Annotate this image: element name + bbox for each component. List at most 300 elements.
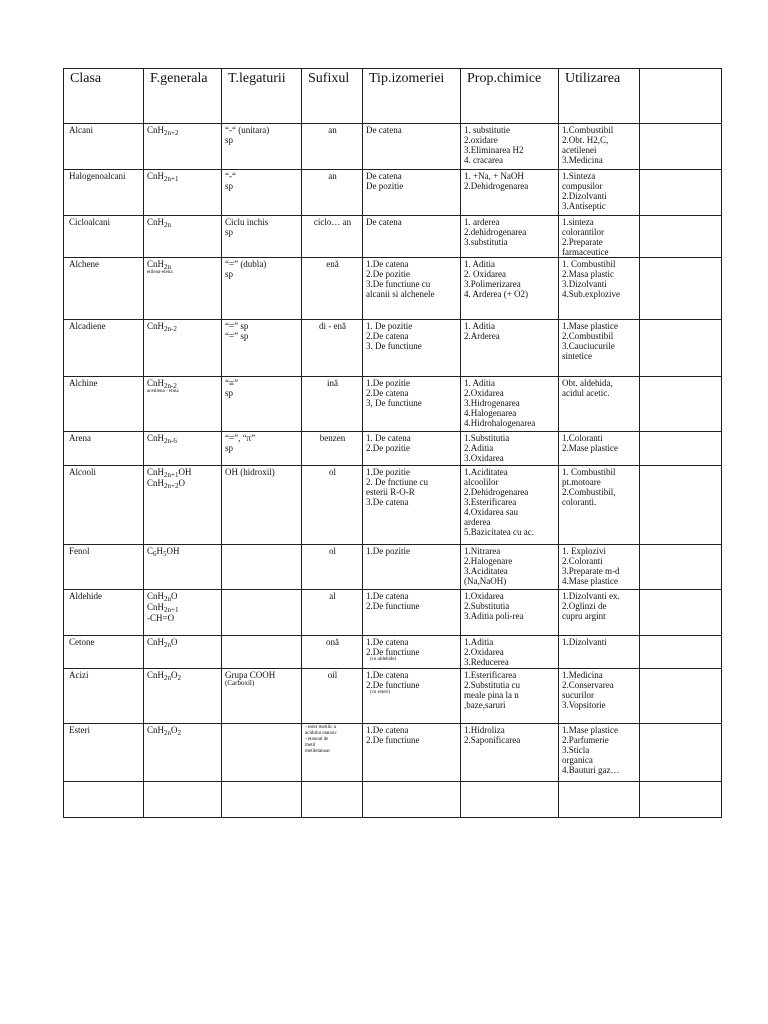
util-line: 1. Combustibil xyxy=(562,259,616,269)
cell-sufix xyxy=(302,636,363,669)
prop-line: 4.Halogenarea xyxy=(464,408,517,418)
izomerie-line: 1.De catena xyxy=(366,637,409,647)
cell-clasa: Alchine xyxy=(64,377,144,432)
cell-legatura xyxy=(222,545,302,590)
izomerie-line: 2. De fnctiune cu xyxy=(366,477,428,487)
cell-prop xyxy=(461,724,559,782)
legatura-line: “-“ (unitara) xyxy=(225,125,270,135)
cell-formula xyxy=(144,590,222,636)
cell-util xyxy=(559,545,640,590)
cell-empty xyxy=(640,669,722,724)
cell-empty xyxy=(559,782,640,818)
cell-formula xyxy=(144,466,222,545)
util-line: 4.Mase plastice xyxy=(562,576,618,586)
util-line: 1.Dizolvanti xyxy=(562,637,607,647)
sufix-text: ol xyxy=(328,546,336,556)
legatura-line: Grupa COOH xyxy=(225,670,276,680)
prop-line: 2.Halogenare xyxy=(464,556,513,566)
sufix-text: oil xyxy=(327,670,338,680)
izomerie-line: 1.De pozitie xyxy=(366,546,410,556)
izomerie-line: alcanii si alchenele xyxy=(366,289,435,299)
cell-prop xyxy=(461,320,559,377)
cell-legatura xyxy=(222,320,302,377)
cell-empty xyxy=(640,216,722,258)
util-line: farmaceutice xyxy=(562,247,609,257)
prop-line: 4. Arderea (+ O2) xyxy=(464,289,529,299)
cell-formula xyxy=(144,124,222,170)
izomerie-line: De catena xyxy=(366,217,402,227)
prop-line: 2.oxidare xyxy=(464,135,498,145)
table-row xyxy=(64,669,722,724)
util-line: 1.Mase plastice xyxy=(562,321,618,331)
cell-sufix xyxy=(302,669,363,724)
legatura-line: sp xyxy=(225,269,234,279)
cell-empty xyxy=(640,124,722,170)
cell-izomerie xyxy=(363,320,461,377)
cell-legatura xyxy=(222,170,302,216)
cell-empty xyxy=(640,432,722,466)
izomerie-line: 3. De functiune xyxy=(366,341,422,351)
izomerie-line: 3.De functiune cu xyxy=(366,279,431,289)
chemistry-classes-table xyxy=(63,68,722,818)
sufix-note-line: - etanoat de xyxy=(305,737,329,742)
prop-line: 1. arderea xyxy=(464,217,500,227)
sufix-text: enă xyxy=(326,259,339,269)
cell-legatura xyxy=(222,124,302,170)
cell-util xyxy=(559,724,640,782)
util-line: 1.sinteza xyxy=(562,217,594,227)
util-line: 2.Conservarea xyxy=(562,680,614,690)
prop-line: 2.Oxidarea xyxy=(464,647,504,657)
util-line: 2.Obt. H2,C, xyxy=(562,135,609,145)
izomerie-line: esterii R-O-R xyxy=(366,487,415,497)
table-body xyxy=(64,124,722,818)
prop-line: 3.Polimerizarea xyxy=(464,279,521,289)
sufix-note-line: acidului etanoic xyxy=(305,731,337,736)
prop-line: 3.Esterificarea xyxy=(464,497,517,507)
cell-clasa: Alcani xyxy=(64,124,144,170)
sufix-note-line: - ester metilic a xyxy=(305,725,336,730)
cell-empty xyxy=(640,258,722,320)
izomerie-line: 2.De pozitie xyxy=(366,269,410,279)
util-line: colorantilor xyxy=(562,227,604,237)
cell-sufix xyxy=(302,124,363,170)
util-line: 2.Mase plastice xyxy=(562,443,618,453)
prop-line: 3.Oxidarea xyxy=(464,453,504,463)
cell-empty xyxy=(363,782,461,818)
prop-line: arderea xyxy=(464,517,491,527)
cell-util xyxy=(559,636,640,669)
formula-text: CnH$_{2n+1}$OH xyxy=(147,467,192,479)
izomerie-line: 1. De catena xyxy=(366,433,411,443)
cell-clasa: Aldehide xyxy=(64,590,144,636)
util-line: 3.Cauciucurile xyxy=(562,341,615,351)
izomerie-line: 2.De pozitie xyxy=(366,443,410,453)
cell-formula xyxy=(144,216,222,258)
sufix-note-line: metiletanoat xyxy=(305,749,330,754)
formula-text: CnH$_{2n}$O xyxy=(147,637,178,649)
cell-prop xyxy=(461,170,559,216)
cell-izomerie xyxy=(363,590,461,636)
izomerie-line: 1.De pozitie xyxy=(366,467,410,477)
prop-line: 3.Eliminarea H2 xyxy=(464,145,524,155)
util-line: 1.Dizolvanti ex. xyxy=(562,591,620,601)
cell-izomerie xyxy=(363,258,461,320)
izomerie-line: 2.De functiune xyxy=(366,601,420,611)
sufix-text: al xyxy=(329,591,336,601)
header-formula: F.generala xyxy=(144,69,222,124)
header-row xyxy=(64,69,722,124)
cell-util xyxy=(559,669,640,724)
util-line: 1. Combustibil xyxy=(562,467,616,477)
cell-legatura xyxy=(222,636,302,669)
cell-formula xyxy=(144,377,222,432)
izomerie-line: 2.De functiune xyxy=(366,647,420,657)
cell-prop xyxy=(461,669,559,724)
formula-text: CnH$_{2n}$ xyxy=(147,217,172,229)
formula-text: CnH$_{2n}$O xyxy=(147,591,178,603)
cell-sufix xyxy=(302,258,363,320)
util-line: 2.Combustibil xyxy=(562,331,614,341)
util-line: acidul acetic. xyxy=(562,388,610,398)
legatura-line: “-“ xyxy=(225,171,236,181)
prop-line: 2.Substitutia xyxy=(464,601,510,611)
izomerie-line: 1.De catena xyxy=(366,670,409,680)
util-line: 2.Masa plastic xyxy=(562,269,614,279)
util-line: 2.Preparate xyxy=(562,237,603,247)
util-line: 2.Combustibil, xyxy=(562,487,616,497)
legatura-line: Ciclu inchis xyxy=(225,217,269,227)
cell-sufix xyxy=(302,724,363,782)
cell-clasa: Acizi xyxy=(64,669,144,724)
prop-line: alcoolilor xyxy=(464,477,499,487)
cell-sufix xyxy=(302,590,363,636)
cell-clasa: Halogenoalcani xyxy=(64,170,144,216)
table-row xyxy=(64,258,722,320)
cell-empty xyxy=(640,466,722,545)
izomerie-note: (cu aldehide) xyxy=(370,657,397,662)
prop-line: 1. Aditia xyxy=(464,321,495,331)
prop-line: 2.Arderea xyxy=(464,331,500,341)
prop-line: 2.Saponificarea xyxy=(464,735,521,745)
cell-formula xyxy=(144,258,222,320)
cell-empty xyxy=(302,782,363,818)
cell-clasa: Fenol xyxy=(64,545,144,590)
header-legatura: T.legaturii xyxy=(222,69,302,124)
util-line: cupru argint xyxy=(562,611,606,621)
cell-prop xyxy=(461,590,559,636)
util-line: Obt. aldehida, xyxy=(562,378,613,388)
util-line: coloranti. xyxy=(562,497,597,507)
formula-text: CnH$_{2n+2}$O xyxy=(147,478,185,490)
util-line: pt.motoare xyxy=(562,477,601,487)
cell-sufix xyxy=(302,216,363,258)
table-row xyxy=(64,466,722,545)
cell-formula xyxy=(144,724,222,782)
header-empty xyxy=(640,69,722,124)
cell-empty xyxy=(640,170,722,216)
formula-text: $CnH_{2n}O_2$ xyxy=(147,670,182,682)
cell-util xyxy=(559,320,640,377)
formula-text: CnH$_{2n+1}$ xyxy=(147,602,179,614)
prop-line: 2.Oxidarea xyxy=(464,388,504,398)
util-line: 3.Vopsitorie xyxy=(562,700,606,710)
cell-izomerie xyxy=(363,545,461,590)
legatura-line: sp xyxy=(225,227,234,237)
cell-sufix xyxy=(302,377,363,432)
prop-line: 3.Aciditatea xyxy=(464,566,508,576)
sufix-text: benzen xyxy=(319,433,346,443)
util-line: sintetice xyxy=(562,351,592,361)
cell-util xyxy=(559,216,640,258)
prop-line: 3.substitutia xyxy=(464,237,508,247)
header-izomerie: Tip.izomeriei xyxy=(363,69,461,124)
formula-text: $C_6H_5OH$ xyxy=(147,546,180,558)
izomerie-line: 2.De catena xyxy=(366,388,409,398)
util-line: 3.Antiseptic xyxy=(562,201,606,211)
header-sufix: Sufixul xyxy=(302,69,363,124)
util-line: 3.Dizolvanti xyxy=(562,279,607,289)
legatura-line: sp xyxy=(225,388,234,398)
cell-empty xyxy=(640,724,722,782)
util-line: 1.Combustibil xyxy=(562,125,614,135)
cell-formula xyxy=(144,669,222,724)
util-line: 1. Explozivi xyxy=(562,546,606,556)
util-line: 1.Coloranti xyxy=(562,433,603,443)
formula-text: CnH$_{2n+1}$ xyxy=(147,171,179,183)
cell-izomerie xyxy=(363,669,461,724)
table-row xyxy=(64,545,722,590)
prop-line: 3.Hidrogenarea xyxy=(464,398,520,408)
prop-line: 4. cracarea xyxy=(464,155,503,165)
cell-clasa: Cetone xyxy=(64,636,144,669)
legatura-line: “≡” xyxy=(225,378,239,388)
cell-sufix xyxy=(302,545,363,590)
prop-line: 1. Aditia xyxy=(464,378,495,388)
prop-line: 1.Nitrarea xyxy=(464,546,501,556)
cell-util xyxy=(559,124,640,170)
util-line: 3.Sticla xyxy=(562,745,590,755)
table-row xyxy=(64,124,722,170)
prop-line: ,baze,saruri xyxy=(464,700,506,710)
cell-formula xyxy=(144,170,222,216)
util-line: 2.Oglinzi de xyxy=(562,601,607,611)
izomerie-line: 1.De catena xyxy=(366,725,409,735)
cell-izomerie xyxy=(363,377,461,432)
util-line: 1.Medicina xyxy=(562,670,603,680)
table-row xyxy=(64,724,722,782)
formula-text: CnH$_{2n-6}$ xyxy=(147,433,177,445)
cell-izomerie xyxy=(363,170,461,216)
legatura-line: sp xyxy=(225,135,234,145)
cell-util xyxy=(559,170,640,216)
sufix-text: ol xyxy=(328,467,336,477)
table-row xyxy=(64,377,722,432)
izomerie-line: 1. De pozitie xyxy=(366,321,413,331)
prop-line: 1.Aditia xyxy=(464,637,494,647)
formula-text: CnH$_{2n+2}$ xyxy=(147,125,179,137)
cell-empty xyxy=(640,377,722,432)
cell-clasa: Alcooli xyxy=(64,466,144,545)
izomerie-line: 1.De pozitie xyxy=(366,378,410,388)
table-row xyxy=(64,590,722,636)
cell-formula xyxy=(144,432,222,466)
cell-izomerie xyxy=(363,124,461,170)
prop-line: 2.Dehidrogenarea xyxy=(464,181,529,191)
cell-prop xyxy=(461,216,559,258)
prop-line: 4.Hidrohalogenarea xyxy=(464,418,536,428)
prop-line: 2. Oxidarea xyxy=(464,269,506,279)
cell-util xyxy=(559,466,640,545)
table-row xyxy=(64,216,722,258)
util-line: 2.Parfumerie xyxy=(562,735,609,745)
header-util: Utilizarea xyxy=(559,69,640,124)
sufix-text: di - enă xyxy=(319,321,346,331)
formula-text: CnH$_{2n-2}$ xyxy=(147,321,177,333)
util-line: 3.Preparate m-d xyxy=(562,566,620,576)
util-line: 3.Medicina xyxy=(562,155,603,165)
table-row xyxy=(64,170,722,216)
izomerie-line: 2.De functiune xyxy=(366,735,420,745)
cell-izomerie xyxy=(363,216,461,258)
cell-empty xyxy=(461,782,559,818)
prop-line: 1.Aciditatea xyxy=(464,467,508,477)
cell-legatura xyxy=(222,258,302,320)
cell-clasa: Esteri xyxy=(64,724,144,782)
sufix-text: ciclo… an xyxy=(313,217,352,227)
cell-formula xyxy=(144,636,222,669)
util-line: sucurilor xyxy=(562,690,594,700)
table-row xyxy=(64,432,722,466)
formula-note: acetilena - etina xyxy=(147,389,179,394)
prop-line: 1.Hidroliza xyxy=(464,725,505,735)
prop-line: (Na,NaOH) xyxy=(464,576,507,586)
cell-legatura xyxy=(222,466,302,545)
prop-line: 2.Dehidrogenarea xyxy=(464,487,529,497)
prop-line: 1. substitutie xyxy=(464,125,511,135)
prop-line: 3.Aditia poli-rea xyxy=(464,611,524,621)
legatura-line: “=”, “π” xyxy=(225,433,256,443)
cell-empty xyxy=(64,782,144,818)
formula-text: $CnH_{2n}O_2$ xyxy=(147,725,182,737)
cell-legatura xyxy=(222,669,302,724)
util-line: 4.Sub.explozive xyxy=(562,289,620,299)
cell-util xyxy=(559,432,640,466)
cell-prop xyxy=(461,377,559,432)
cell-prop xyxy=(461,432,559,466)
izomerie-line: De pozitie xyxy=(366,181,404,191)
sufix-text: an xyxy=(328,125,337,135)
prop-line: 1.Oxidarea xyxy=(464,591,504,601)
cell-empty xyxy=(640,590,722,636)
util-line: acetilenei xyxy=(562,145,597,155)
prop-line: 1. Aditia xyxy=(464,259,495,269)
prop-line: meale pina la n xyxy=(464,690,519,700)
cell-sufix xyxy=(302,170,363,216)
izomerie-line: 1.De catena xyxy=(366,591,409,601)
prop-line: 4.Oxidarea sau xyxy=(464,507,518,517)
util-line: 1.Mase plastice xyxy=(562,725,618,735)
table-row xyxy=(64,320,722,377)
formula-text: CnH$_{2n-2}$ xyxy=(147,378,177,390)
izomerie-line: 2.De catena xyxy=(366,331,409,341)
cell-izomerie xyxy=(363,466,461,545)
izomerie-note: (cu esteri) xyxy=(370,690,391,695)
util-line: 2.Coloranti xyxy=(562,556,603,566)
cell-util xyxy=(559,377,640,432)
cell-sufix xyxy=(302,320,363,377)
prop-line: 5.Bazicitatea cu ac. xyxy=(464,527,534,537)
prop-line: 2.Aditia xyxy=(464,443,494,453)
cell-prop xyxy=(461,545,559,590)
cell-util xyxy=(559,590,640,636)
legatura-note: (Carboxil) xyxy=(225,679,255,687)
cell-clasa: Alchene xyxy=(64,258,144,320)
prop-line: 3.Reducerea xyxy=(464,657,509,667)
izomerie-line: 3.De catena xyxy=(366,497,409,507)
cell-prop xyxy=(461,258,559,320)
cell-empty xyxy=(640,545,722,590)
cell-empty xyxy=(640,636,722,669)
util-line: compusilor xyxy=(562,181,603,191)
legatura-line: OH (hidroxil) xyxy=(225,467,275,477)
prop-line: 2.dehidrogenarea xyxy=(464,227,527,237)
util-line: organica xyxy=(562,755,593,765)
table-row xyxy=(64,636,722,669)
cell-izomerie xyxy=(363,636,461,669)
izomerie-line: 2.De functiune xyxy=(366,680,420,690)
cell-prop xyxy=(461,636,559,669)
cell-legatura xyxy=(222,724,302,782)
cell-empty xyxy=(222,782,302,818)
util-line: 4.Bauturi gaz… xyxy=(562,765,620,775)
cell-formula xyxy=(144,320,222,377)
formula-note: etilena-etena xyxy=(147,270,173,275)
header-clasa: Clasa xyxy=(64,69,144,124)
prop-line: 1.Esterificarea xyxy=(464,670,517,680)
izomerie-line: 3, De functiune xyxy=(366,398,422,408)
cell-prop xyxy=(461,124,559,170)
sufix-text: an xyxy=(328,171,337,181)
cell-clasa: Alcadiene xyxy=(64,320,144,377)
cell-legatura xyxy=(222,377,302,432)
cell-izomerie xyxy=(363,724,461,782)
header-prop: Prop.chimice xyxy=(461,69,559,124)
cell-sufix xyxy=(302,432,363,466)
cell-legatura xyxy=(222,216,302,258)
izomerie-line: De catena xyxy=(366,125,402,135)
legatura-line: “=” (dubla) xyxy=(225,259,267,269)
cell-clasa: Cicloalcani xyxy=(64,216,144,258)
cell-legatura xyxy=(222,432,302,466)
prop-line: 2.Substitutia cu xyxy=(464,680,520,690)
cell-sufix xyxy=(302,466,363,545)
cell-prop xyxy=(461,466,559,545)
cell-legatura xyxy=(222,590,302,636)
table-row-empty xyxy=(64,782,722,818)
cell-formula xyxy=(144,545,222,590)
formula-text: -CH=O xyxy=(147,613,175,623)
cell-clasa: Arena xyxy=(64,432,144,466)
legatura-line: sp xyxy=(225,443,234,453)
sufix-note-line: metil xyxy=(305,743,316,748)
cell-util xyxy=(559,258,640,320)
util-line: 1.Sinteza xyxy=(562,171,596,181)
cell-izomerie xyxy=(363,432,461,466)
izomerie-line: De catena xyxy=(366,171,402,181)
sufix-text: ină xyxy=(327,378,338,388)
prop-line: 1.Substitutia xyxy=(464,433,510,443)
